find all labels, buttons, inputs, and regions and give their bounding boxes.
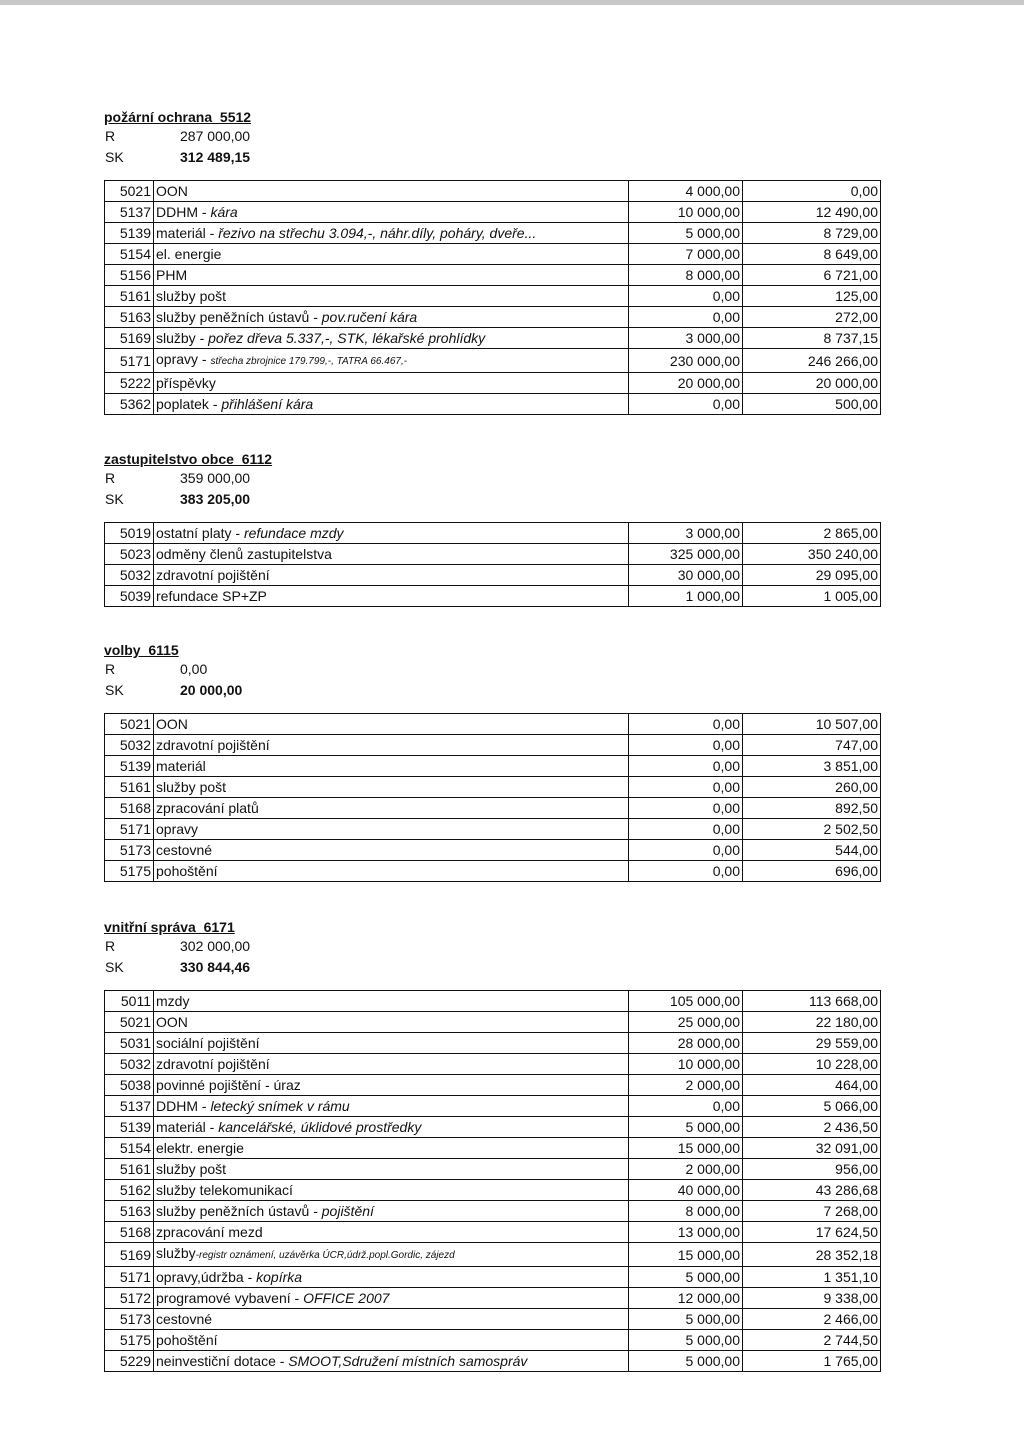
actual-value: 246 266,00 — [743, 349, 881, 373]
budget-value: 0,00 — [629, 394, 743, 415]
table-row — [105, 798, 881, 819]
actual-value: 956,00 — [743, 1159, 881, 1180]
sk-row — [104, 147, 879, 168]
account-code: 5172 — [105, 1288, 154, 1309]
item-label: poplatek - — [156, 396, 222, 412]
table-row — [105, 349, 881, 373]
budget-value: 5 000,00 — [629, 1267, 743, 1288]
item-label: opravy - — [156, 351, 211, 367]
table-row — [105, 714, 881, 735]
account-code: 5039 — [105, 586, 154, 607]
actual-value: 125,00 — [743, 286, 881, 307]
item-description — [154, 523, 629, 544]
actual-value: 9 338,00 — [743, 1288, 881, 1309]
item-description — [154, 307, 629, 328]
item-description — [154, 1309, 629, 1330]
table-row — [105, 1351, 881, 1372]
table-row — [105, 1033, 881, 1054]
actual-value: 1 005,00 — [743, 586, 881, 607]
item-description — [154, 840, 629, 861]
item-note: refundace mzdy — [243, 525, 344, 541]
account-code: 5021 — [105, 181, 154, 202]
table-row — [105, 328, 881, 349]
budget-value: 40 000,00 — [629, 1180, 743, 1201]
table-row — [105, 840, 881, 861]
table-row — [105, 1054, 881, 1075]
table-row — [105, 1243, 881, 1267]
item-label: pohoštění — [156, 863, 218, 879]
budget-value: 5 000,00 — [629, 1330, 743, 1351]
item-note: letecký snímek v rámu — [210, 1098, 350, 1114]
sk-row — [104, 680, 879, 701]
item-description — [154, 181, 629, 202]
budget-value: 0,00 — [629, 819, 743, 840]
account-code: 5154 — [105, 1138, 154, 1159]
item-label: cestovné — [156, 1311, 213, 1327]
account-code: 5139 — [105, 223, 154, 244]
actual-value: 32 091,00 — [743, 1138, 881, 1159]
section-zastupitelstvo — [104, 450, 879, 607]
item-label: zdravotní pojištění — [156, 737, 270, 753]
account-code: 5139 — [105, 1117, 154, 1138]
actual-value: 544,00 — [743, 840, 881, 861]
item-label: PHM — [156, 267, 188, 283]
budget-value: 15 000,00 — [629, 1138, 743, 1159]
table-row — [105, 1222, 881, 1243]
sk-value: 312 489,15 — [180, 149, 251, 165]
table-row — [105, 756, 881, 777]
scan-edge — [0, 0, 1024, 5]
account-code: 5162 — [105, 1180, 154, 1201]
item-description — [154, 1054, 629, 1075]
r-row — [104, 468, 879, 489]
account-code: 5163 — [105, 307, 154, 328]
table-row — [105, 1267, 881, 1288]
budget-value: 8 000,00 — [629, 1201, 743, 1222]
account-code: 5011 — [105, 991, 154, 1012]
item-label: OON — [156, 183, 188, 199]
actual-value: 500,00 — [743, 394, 881, 415]
item-label: materiál — [156, 758, 206, 774]
sk-label: SK — [105, 491, 124, 507]
account-code: 5163 — [105, 1201, 154, 1222]
table-row — [105, 394, 881, 415]
budget-value: 105 000,00 — [629, 991, 743, 1012]
item-label: programové vybavení - — [156, 1290, 304, 1306]
item-label: služby - — [156, 330, 209, 346]
table-row — [105, 1075, 881, 1096]
item-description — [154, 1330, 629, 1351]
item-label: služby — [156, 1245, 196, 1261]
item-label: DDHM - — [156, 204, 211, 220]
r-row — [104, 936, 879, 957]
item-description — [154, 861, 629, 882]
budget-value: 4 000,00 — [629, 181, 743, 202]
actual-value: 7 268,00 — [743, 1201, 881, 1222]
actual-value: 747,00 — [743, 735, 881, 756]
item-label: materiál - — [156, 225, 219, 241]
actual-value: 2 502,50 — [743, 819, 881, 840]
section-title: volby 6115 — [104, 642, 179, 658]
table-row — [105, 202, 881, 223]
account-code: 5173 — [105, 1309, 154, 1330]
table-row — [105, 1180, 881, 1201]
actual-value: 2 436,50 — [743, 1117, 881, 1138]
budget-value: 8 000,00 — [629, 265, 743, 286]
budget-value: 28 000,00 — [629, 1033, 743, 1054]
sk-label: SK — [105, 149, 124, 165]
item-note: SMOOT,Sdružení místních samospráv — [288, 1353, 528, 1369]
account-code: 5169 — [105, 328, 154, 349]
item-label: příspěvky — [156, 375, 216, 391]
actual-value: 2 865,00 — [743, 523, 881, 544]
budget-value: 0,00 — [629, 714, 743, 735]
item-description — [154, 1033, 629, 1054]
item-description — [154, 202, 629, 223]
actual-value: 28 352,18 — [743, 1243, 881, 1267]
table-row — [105, 586, 881, 607]
item-description — [154, 991, 629, 1012]
account-code: 5171 — [105, 349, 154, 373]
section-pozarni-ochrana — [104, 108, 879, 415]
budget-value: 5 000,00 — [629, 1351, 743, 1372]
r-value: 302 000,00 — [180, 938, 251, 954]
item-label: služby pošt — [156, 779, 227, 795]
item-label: DDHM - — [156, 1098, 211, 1114]
section-title: vnitřní správa 6171 — [104, 919, 235, 935]
table-row — [105, 1201, 881, 1222]
item-note: OFFICE 2007 — [303, 1290, 390, 1306]
table-row — [105, 991, 881, 1012]
item-label: materiál - — [156, 1119, 219, 1135]
account-code: 5137 — [105, 1096, 154, 1117]
account-code: 5021 — [105, 714, 154, 735]
actual-value: 29 559,00 — [743, 1033, 881, 1054]
item-description — [154, 244, 629, 265]
account-code: 5173 — [105, 840, 154, 861]
item-label: OON — [156, 1014, 188, 1030]
table-row — [105, 565, 881, 586]
item-description — [154, 1180, 629, 1201]
r-value: 0,00 — [180, 661, 208, 677]
account-code: 5168 — [105, 1222, 154, 1243]
item-label: opravy,údržba - — [156, 1269, 257, 1285]
item-description — [154, 1351, 629, 1372]
item-description — [154, 1075, 629, 1096]
budget-table — [104, 713, 881, 882]
item-description — [154, 394, 629, 415]
budget-value: 230 000,00 — [629, 349, 743, 373]
budget-value: 5 000,00 — [629, 223, 743, 244]
table-row — [105, 265, 881, 286]
budget-value: 5 000,00 — [629, 1309, 743, 1330]
item-label: sociální pojištění — [156, 1035, 260, 1051]
item-label: elektr. energie — [156, 1140, 244, 1156]
actual-value: 8 737,15 — [743, 328, 881, 349]
item-description — [154, 819, 629, 840]
table-row — [105, 861, 881, 882]
budget-value: 2 000,00 — [629, 1075, 743, 1096]
item-note: pov.ručení kára — [321, 309, 418, 325]
item-note: pojištění — [321, 1203, 374, 1219]
item-description — [154, 223, 629, 244]
table-row — [105, 373, 881, 394]
account-code: 5175 — [105, 861, 154, 882]
table-row — [105, 181, 881, 202]
table-row — [105, 1330, 881, 1351]
account-code: 5161 — [105, 1159, 154, 1180]
item-label: zdravotní pojištění — [156, 567, 270, 583]
r-row — [104, 659, 879, 680]
actual-value: 350 240,00 — [743, 544, 881, 565]
table-row — [105, 1117, 881, 1138]
item-note: -registr oznámení, uzávěrka ÚCR,údrž.popl.Gordic, zájezd — [195, 1250, 455, 1261]
account-code: 5229 — [105, 1351, 154, 1372]
account-code: 5139 — [105, 756, 154, 777]
budget-table — [104, 522, 881, 607]
item-description — [154, 1243, 629, 1267]
budget-value: 10 000,00 — [629, 202, 743, 223]
actual-value: 29 095,00 — [743, 565, 881, 586]
account-code: 5171 — [105, 1267, 154, 1288]
budget-value: 0,00 — [629, 840, 743, 861]
actual-value: 12 490,00 — [743, 202, 881, 223]
item-label: OON — [156, 716, 188, 732]
account-code: 5362 — [105, 394, 154, 415]
account-code: 5169 — [105, 1243, 154, 1267]
item-description — [154, 1201, 629, 1222]
item-note: přihlášení kára — [221, 396, 314, 412]
item-note: kopírka — [256, 1269, 303, 1285]
item-label: zpracování platů — [156, 800, 259, 816]
account-code: 5171 — [105, 819, 154, 840]
item-description — [154, 1012, 629, 1033]
account-code: 5032 — [105, 735, 154, 756]
table-row — [105, 286, 881, 307]
budget-value: 0,00 — [629, 735, 743, 756]
account-code: 5032 — [105, 565, 154, 586]
r-label: R — [105, 661, 116, 677]
actual-value: 10 228,00 — [743, 1054, 881, 1075]
budget-value: 1 000,00 — [629, 586, 743, 607]
table-row — [105, 1309, 881, 1330]
actual-value: 113 668,00 — [743, 991, 881, 1012]
account-code: 5031 — [105, 1033, 154, 1054]
budget-value: 2 000,00 — [629, 1159, 743, 1180]
actual-value: 272,00 — [743, 307, 881, 328]
sk-value: 20 000,00 — [180, 682, 243, 698]
r-value: 359 000,00 — [180, 470, 251, 486]
item-description — [154, 756, 629, 777]
budget-value: 325 000,00 — [629, 544, 743, 565]
item-note: kára — [210, 204, 238, 220]
section-volby — [104, 641, 879, 882]
item-description — [154, 1159, 629, 1180]
actual-value: 892,50 — [743, 798, 881, 819]
section-title: požární ochrana 5512 — [104, 109, 252, 125]
table-row — [105, 819, 881, 840]
item-label: neinvestiční dotace - — [156, 1353, 289, 1369]
actual-value: 43 286,68 — [743, 1180, 881, 1201]
account-code: 5038 — [105, 1075, 154, 1096]
account-code: 5021 — [105, 1012, 154, 1033]
table-row — [105, 244, 881, 265]
table-row — [105, 307, 881, 328]
item-label: opravy — [156, 821, 199, 837]
actual-value: 6 721,00 — [743, 265, 881, 286]
actual-value: 8 729,00 — [743, 223, 881, 244]
budget-value: 10 000,00 — [629, 1054, 743, 1075]
account-code: 5032 — [105, 1054, 154, 1075]
account-code: 5161 — [105, 777, 154, 798]
actual-value: 464,00 — [743, 1075, 881, 1096]
budget-value: 3 000,00 — [629, 523, 743, 544]
r-label: R — [105, 938, 116, 954]
item-label: pohoštění — [156, 1332, 218, 1348]
budget-value: 20 000,00 — [629, 373, 743, 394]
account-code: 5175 — [105, 1330, 154, 1351]
actual-value: 2 466,00 — [743, 1309, 881, 1330]
table-row — [105, 1288, 881, 1309]
budget-value: 0,00 — [629, 777, 743, 798]
actual-value: 8 649,00 — [743, 244, 881, 265]
item-label: služby pošt — [156, 1161, 227, 1177]
item-label: refundace SP+ZP — [156, 588, 267, 604]
sk-row — [104, 489, 879, 510]
item-label: zpracování mezd — [156, 1224, 263, 1240]
table-row — [105, 777, 881, 798]
budget-value: 0,00 — [629, 798, 743, 819]
account-code: 5023 — [105, 544, 154, 565]
table-row — [105, 1096, 881, 1117]
item-label: povinné pojištění - úraz — [156, 1077, 301, 1093]
budget-value: 0,00 — [629, 307, 743, 328]
item-description — [154, 1267, 629, 1288]
actual-value: 0,00 — [743, 181, 881, 202]
item-description — [154, 1138, 629, 1159]
item-description — [154, 777, 629, 798]
account-code: 5156 — [105, 265, 154, 286]
item-description — [154, 714, 629, 735]
actual-value: 3 851,00 — [743, 756, 881, 777]
item-description — [154, 1222, 629, 1243]
budget-value: 0,00 — [629, 861, 743, 882]
item-label: cestovné — [156, 842, 213, 858]
budget-table — [104, 180, 881, 415]
budget-value: 5 000,00 — [629, 1117, 743, 1138]
table-row — [105, 1138, 881, 1159]
sk-value: 383 205,00 — [180, 491, 251, 507]
budget-value: 0,00 — [629, 286, 743, 307]
budget-value: 0,00 — [629, 756, 743, 777]
account-code: 5168 — [105, 798, 154, 819]
budget-value: 25 000,00 — [629, 1012, 743, 1033]
item-label: zdravotní pojištění — [156, 1056, 270, 1072]
account-code: 5137 — [105, 202, 154, 223]
table-row — [105, 223, 881, 244]
budget-value: 30 000,00 — [629, 565, 743, 586]
r-label: R — [105, 128, 116, 144]
sk-row — [104, 957, 879, 978]
actual-value: 2 744,50 — [743, 1330, 881, 1351]
account-code: 5154 — [105, 244, 154, 265]
budget-value: 15 000,00 — [629, 1243, 743, 1267]
actual-value: 20 000,00 — [743, 373, 881, 394]
budget-value: 7 000,00 — [629, 244, 743, 265]
item-note: kancelářské, úklidové prostředky — [218, 1119, 422, 1135]
section-title: zastupitelstvo obce 6112 — [104, 451, 273, 467]
actual-value: 1 765,00 — [743, 1351, 881, 1372]
budget-value: 3 000,00 — [629, 328, 743, 349]
item-description — [154, 565, 629, 586]
item-label: odměny členů zastupitelstva — [156, 546, 332, 562]
item-description — [154, 373, 629, 394]
actual-value: 10 507,00 — [743, 714, 881, 735]
account-code: 5161 — [105, 286, 154, 307]
item-label: el. energie — [156, 246, 222, 262]
item-label: služby pošt — [156, 288, 227, 304]
actual-value: 5 066,00 — [743, 1096, 881, 1117]
account-code: 5019 — [105, 523, 154, 544]
item-description — [154, 286, 629, 307]
section-vnitrni-sprava — [104, 918, 879, 1372]
table-row — [105, 544, 881, 565]
table-row — [105, 523, 881, 544]
budget-value: 0,00 — [629, 1096, 743, 1117]
item-label: mzdy — [156, 993, 190, 1009]
table-row — [105, 1159, 881, 1180]
account-code: 5222 — [105, 373, 154, 394]
item-description — [154, 265, 629, 286]
item-description — [154, 1117, 629, 1138]
table-row — [105, 735, 881, 756]
item-description — [154, 1096, 629, 1117]
r-row — [104, 126, 879, 147]
item-description — [154, 349, 629, 373]
item-note: řezivo na střechu 3.094,-, náhr.díly, poháry, dveře... — [218, 225, 537, 241]
item-label: ostatní platy - — [156, 525, 244, 541]
sk-label: SK — [105, 959, 124, 975]
sk-value: 330 844,46 — [180, 959, 251, 975]
budget-value: 12 000,00 — [629, 1288, 743, 1309]
actual-value: 22 180,00 — [743, 1012, 881, 1033]
budget-value: 13 000,00 — [629, 1222, 743, 1243]
r-label: R — [105, 470, 116, 486]
actual-value: 696,00 — [743, 861, 881, 882]
item-description — [154, 798, 629, 819]
actual-value: 260,00 — [743, 777, 881, 798]
table-row — [105, 1012, 881, 1033]
item-description — [154, 328, 629, 349]
item-description — [154, 1288, 629, 1309]
sk-label: SK — [105, 682, 124, 698]
r-value: 287 000,00 — [180, 128, 251, 144]
actual-value: 1 351,10 — [743, 1267, 881, 1288]
item-description — [154, 586, 629, 607]
actual-value: 17 624,50 — [743, 1222, 881, 1243]
item-label: služby peněžních ústavů - — [156, 1203, 322, 1219]
budget-table — [104, 990, 881, 1372]
item-note: střecha zbrojnice 179.799,-, TATRA 66.467,- — [210, 356, 408, 367]
item-label: služby peněžních ústavů - — [156, 309, 322, 325]
item-description — [154, 544, 629, 565]
item-description — [154, 735, 629, 756]
item-note: pořez dřeva 5.337,-, STK, lékařské prohlídky — [208, 330, 486, 346]
item-label: služby telekomunikací — [156, 1182, 293, 1198]
